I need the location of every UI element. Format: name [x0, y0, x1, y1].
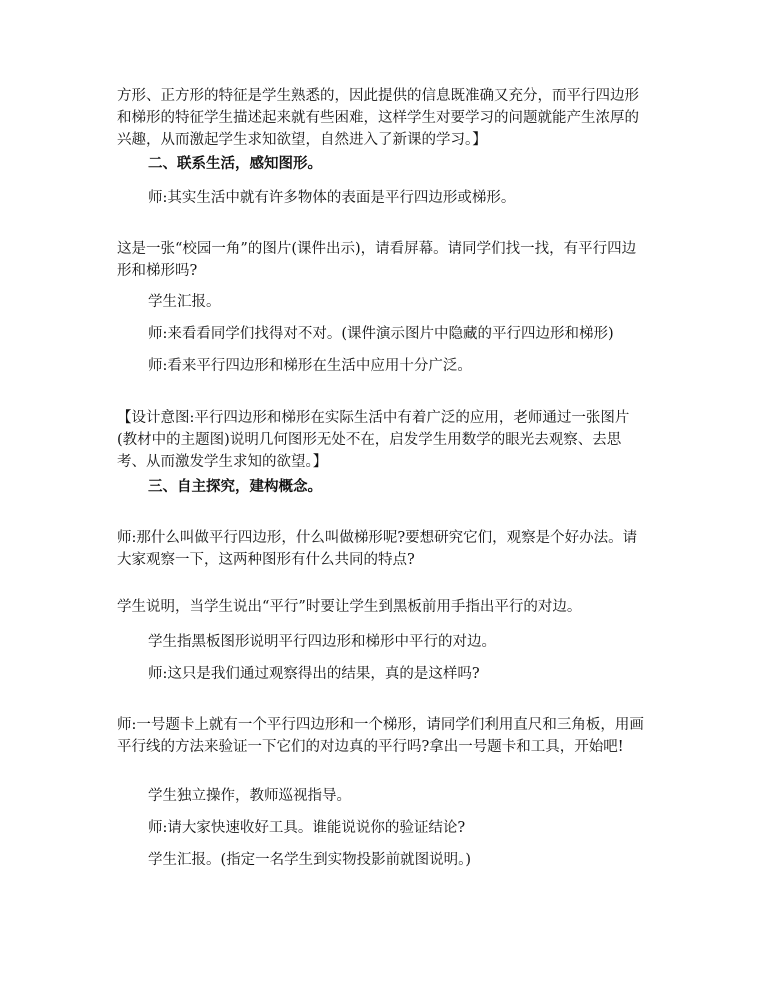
paragraph: 方形、正方形的特征是学生熟悉的，因此提供的信息既准确又充分，而平行四边形和梯形的特征学生描述起来就有些困难，这样学生对要学习的问题就能产生浓厚的兴趣，从而激起学生求知欲望，自然进入了新课的学习。】	[117, 88, 639, 148]
paragraph: 这是一张“校园一角”的图片(课件出示)，请看屏幕。请同学们找一找，有平行四边形和梯形吗?	[117, 241, 637, 279]
paragraph: 师:请大家快速收好工具。谁能说说你的验证结论?	[148, 820, 466, 836]
design-intent-note: 【设计意图:平行四边形和梯形在实际生活中有着广泛的应用，老师通过一张图片(教材中的主题图)说明几何图形无处不在，启发学生用数学的眼光去观察、去思考、从而激发学生求知的欲望。】	[117, 410, 630, 470]
paragraph: 师:来看看同学们找得对不对。(课件演示图片中隐藏的平行四边形和梯形)	[148, 326, 614, 342]
section-heading: 二、联系生活，感知图形。	[148, 155, 322, 172]
section-heading: 三、自主探究，建构概念。	[148, 478, 322, 495]
paragraph: 学生独立操作，教师巡视指导。	[148, 788, 351, 804]
paragraph: 学生汇报。(指定一名学生到实物投影前就图说明。)	[148, 852, 472, 868]
paragraph: 师:一号题卡上就有一个平行四边形和一个梯形，请同学们利用直尺和三角板，用画平行线的方法来验证一下它们的对边真的平行吗?拿出一号题卡和工具，开始吧!	[117, 717, 644, 755]
paragraph: 学生指黑板图形说明平行四边形和梯形中平行的对边。	[148, 634, 496, 650]
paragraph: 师:其实生活中就有许多物体的表面是平行四边形或梯形。	[148, 190, 516, 206]
paragraph: 师:那什么叫做平行四边形，什么叫做梯形呢?要想研究它们，观察是个好办法。请大家观察一下，这两种图形有什么共同的特点?	[117, 530, 638, 568]
paragraph: 学生说明，当学生说出“平行”时要让学生到黑板前用手指出平行的对边。	[117, 599, 582, 615]
paragraph: 师:看来平行四边形和梯形在生活中应用十分广泛。	[148, 358, 472, 374]
paragraph: 师:这只是我们通过观察得出的结果，真的是这样吗?	[148, 666, 480, 682]
paragraph: 学生汇报。	[148, 294, 221, 310]
